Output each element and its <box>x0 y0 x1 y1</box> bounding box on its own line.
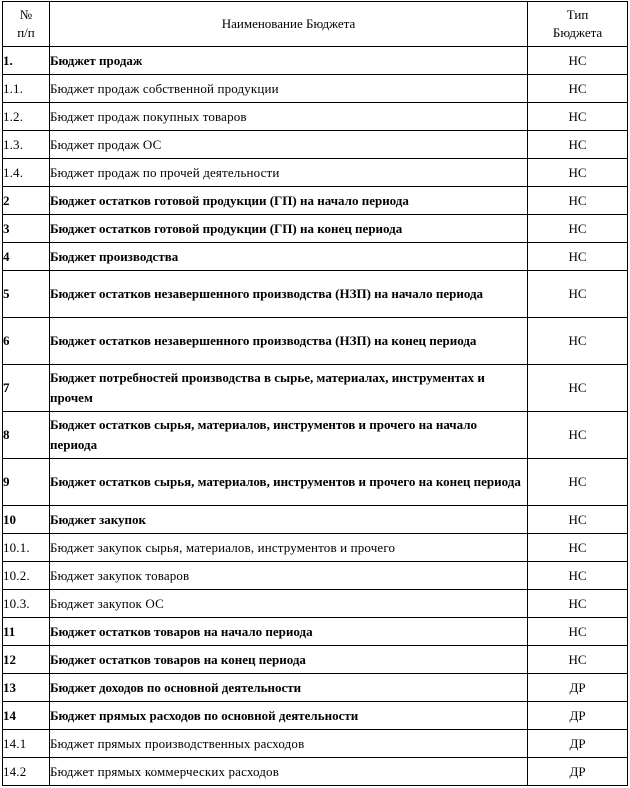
budget-type: НС <box>528 47 628 75</box>
budget-type: НС <box>528 646 628 674</box>
row-number: 1.4. <box>3 159 50 187</box>
budget-name: Бюджет производства <box>49 243 527 271</box>
budget-name: Бюджет доходов по основной деятельности <box>49 674 527 702</box>
table-row <box>3 646 628 674</box>
budget-name: Бюджет прямых коммерческих расходов <box>49 758 527 786</box>
budget-name: Бюджет продаж по прочей деятельности <box>49 159 527 187</box>
budget-type: НС <box>528 459 628 506</box>
table-row <box>3 758 628 786</box>
budget-type: НС <box>528 318 628 365</box>
row-number: 4 <box>3 243 50 271</box>
budget-name: Бюджет прямых расходов по основной деятельности <box>49 702 527 730</box>
budget-name: Бюджет остатков готовой продукции (ГП) на конец периода <box>49 215 527 243</box>
table-row <box>3 730 628 758</box>
budget-type: НС <box>528 506 628 534</box>
header-name: Наименование Бюджета <box>49 2 527 47</box>
row-number: 12 <box>3 646 50 674</box>
row-number: 13 <box>3 674 50 702</box>
budget-table <box>2 1 628 786</box>
budget-type: ДР <box>528 758 628 786</box>
budget-type: НС <box>528 75 628 103</box>
header-type-line2: Бюджета <box>552 25 603 40</box>
budget-name: Бюджет остатков товаров на начало периода <box>49 618 527 646</box>
budget-name: Бюджет продаж покупных товаров <box>49 103 527 131</box>
row-number: 1. <box>3 47 50 75</box>
table-row <box>3 159 628 187</box>
budget-type: ДР <box>528 702 628 730</box>
budget-type: НС <box>528 534 628 562</box>
budget-type: НС <box>528 159 628 187</box>
budget-name: Бюджет продаж собственной продукции <box>49 75 527 103</box>
budget-type: НС <box>528 412 628 459</box>
table-row <box>3 534 628 562</box>
budget-type: ДР <box>528 730 628 758</box>
row-number: 1.2. <box>3 103 50 131</box>
row-number: 8 <box>3 412 50 459</box>
table-row <box>3 131 628 159</box>
budget-type: НС <box>528 271 628 318</box>
row-number: 1.1. <box>3 75 50 103</box>
budget-name: Бюджет потребностей производства в сырье, материалах, инструментах и прочем <box>49 365 527 412</box>
budget-name: Бюджет продаж <box>49 47 527 75</box>
budget-type: НС <box>528 131 628 159</box>
table-row <box>3 562 628 590</box>
row-number: 10.2. <box>3 562 50 590</box>
budget-name: Бюджет закупок <box>49 506 527 534</box>
row-number: 11 <box>3 618 50 646</box>
row-number: 5 <box>3 271 50 318</box>
budget-type: НС <box>528 243 628 271</box>
header-number-line2: п/п <box>17 25 35 40</box>
table-row <box>3 412 628 459</box>
table-row <box>3 618 628 646</box>
budget-type: НС <box>528 215 628 243</box>
budget-name: Бюджет остатков готовой продукции (ГП) на начало периода <box>49 187 527 215</box>
row-number: 2 <box>3 187 50 215</box>
table-row <box>3 243 628 271</box>
row-number: 10.1. <box>3 534 50 562</box>
header-number <box>3 2 50 47</box>
table-row <box>3 187 628 215</box>
budget-name: Бюджет закупок товаров <box>49 562 527 590</box>
header-number-line1: № <box>19 7 33 22</box>
table-row <box>3 271 628 318</box>
table-row <box>3 103 628 131</box>
table-row <box>3 365 628 412</box>
row-number: 10.3. <box>3 590 50 618</box>
table-body <box>3 47 628 786</box>
header-row <box>3 2 628 47</box>
row-number: 7 <box>3 365 50 412</box>
budget-name: Бюджет закупок ОС <box>49 590 527 618</box>
table-row <box>3 590 628 618</box>
budget-name: Бюджет остатков незавершенного производства (НЗП) на начало периода <box>49 271 527 318</box>
budget-name: Бюджет остатков незавершенного производства (НЗП) на конец периода <box>49 318 527 365</box>
budget-name: Бюджет продаж ОС <box>49 131 527 159</box>
row-number: 6 <box>3 318 50 365</box>
budget-type: НС <box>528 618 628 646</box>
budget-type: НС <box>528 590 628 618</box>
table-row <box>3 506 628 534</box>
table-row <box>3 318 628 365</box>
header-type <box>528 2 628 47</box>
budget-type: ДР <box>528 674 628 702</box>
table-row <box>3 459 628 506</box>
row-number: 9 <box>3 459 50 506</box>
row-number: 10 <box>3 506 50 534</box>
table-row <box>3 674 628 702</box>
row-number: 14 <box>3 702 50 730</box>
row-number: 14.2 <box>3 758 50 786</box>
table-row <box>3 702 628 730</box>
budget-name: Бюджет остатков сырья, материалов, инструментов и прочего на конец периода <box>49 459 527 506</box>
table-row <box>3 75 628 103</box>
table-row <box>3 215 628 243</box>
row-number: 1.3. <box>3 131 50 159</box>
row-number: 14.1 <box>3 730 50 758</box>
budget-name: Бюджет остатков сырья, материалов, инструментов и прочего на начало периода <box>49 412 527 459</box>
table-row <box>3 47 628 75</box>
budget-type: НС <box>528 103 628 131</box>
row-number: 3 <box>3 215 50 243</box>
budget-type: НС <box>528 187 628 215</box>
budget-type: НС <box>528 365 628 412</box>
budget-type: НС <box>528 562 628 590</box>
budget-name: Бюджет прямых производственных расходов <box>49 730 527 758</box>
budget-name: Бюджет закупок сырья, материалов, инструментов и прочего <box>49 534 527 562</box>
budget-name: Бюджет остатков товаров на конец периода <box>49 646 527 674</box>
header-type-line1: Тип <box>566 7 589 22</box>
